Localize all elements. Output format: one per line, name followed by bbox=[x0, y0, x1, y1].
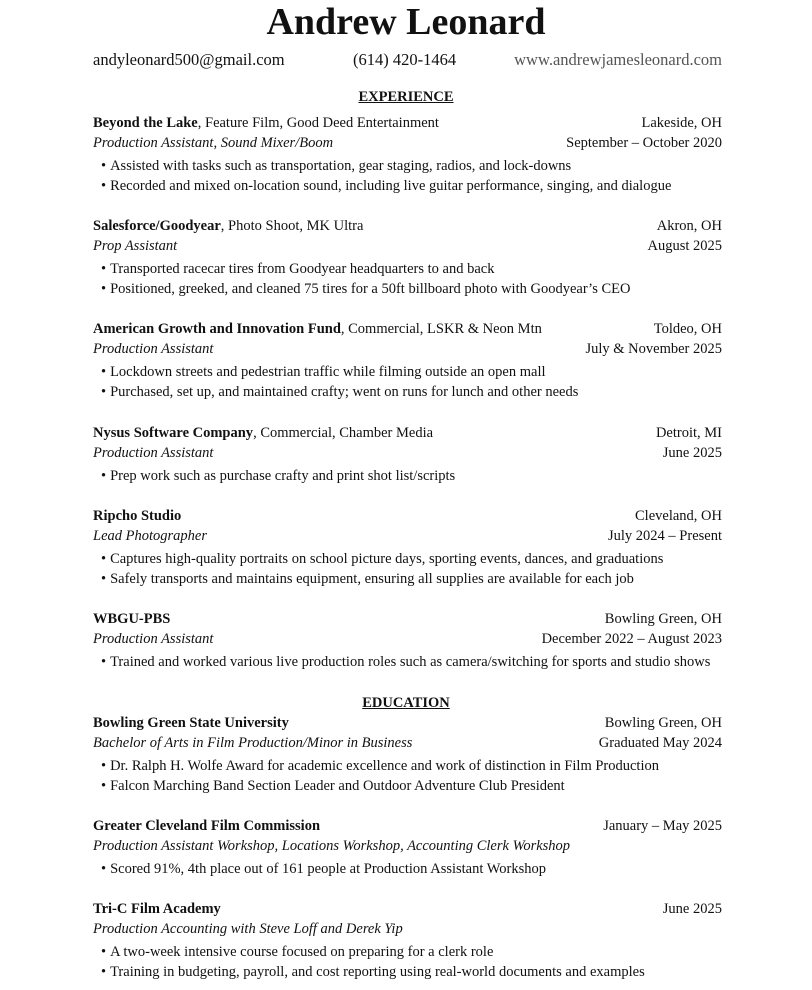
entry-dates: July & November 2025 bbox=[585, 341, 722, 357]
entry-bullets bbox=[93, 363, 722, 402]
entry-detail: , Commercial, Chamber Media bbox=[253, 425, 434, 441]
entry-bullets bbox=[93, 157, 722, 196]
entry-location: Toldeo, OH bbox=[653, 321, 722, 337]
entry-detail: , Feature Film, Good Deed Entertainment bbox=[197, 115, 439, 131]
experience-heading: EXPERIENCE bbox=[358, 89, 454, 105]
entry-org: WBGU-PBS bbox=[93, 611, 171, 627]
email-link[interactable]: andyleonard500@gmail.com bbox=[93, 50, 285, 69]
phone-number: (614) 420-1464 bbox=[353, 50, 457, 69]
entry-dates: August 2025 bbox=[647, 238, 722, 254]
entry-role: Production Assistant Workshop, Locations Workshop, Accounting Clerk Workshop bbox=[93, 838, 571, 854]
entry-bullets bbox=[93, 653, 722, 673]
education-entry bbox=[93, 713, 722, 796]
entry-role: Production Assistant bbox=[93, 341, 214, 357]
entry-bullets bbox=[93, 467, 722, 487]
entry-org: Ripcho Studio bbox=[93, 508, 182, 524]
entry-role: Lead Photographer bbox=[93, 528, 207, 544]
entry-bullets bbox=[93, 860, 722, 880]
entry-role: Production Assistant bbox=[93, 631, 214, 647]
entry-org: Salesforce/Goodyear bbox=[93, 218, 221, 234]
entry-location: Detroit, MI bbox=[655, 425, 722, 441]
entry-location: Akron, OH bbox=[656, 218, 722, 234]
entry-dates: January – May 2025 bbox=[603, 818, 722, 834]
entry-bullets bbox=[93, 260, 722, 299]
entry-org: Beyond the Lake bbox=[93, 115, 198, 131]
entry-dates: September – October 2020 bbox=[566, 135, 722, 151]
entry-role: Production Accounting with Steve Loff and Derek Yip bbox=[93, 921, 403, 937]
bullet-item: • A two-week intensive course focused on preparing for a clerk role bbox=[101, 943, 722, 963]
bullet-item: • Falcon Marching Band Section Leader and Outdoor Adventure Club President bbox=[101, 777, 722, 797]
experience-entry bbox=[93, 506, 722, 589]
bullet-item: • Positioned, greeked, and cleaned 75 tires for a 50ft billboard photo with Goodyear’s CEO bbox=[101, 280, 722, 300]
experience-entry bbox=[93, 113, 722, 196]
entry-role: Prop Assistant bbox=[93, 238, 178, 254]
entry-bullets bbox=[93, 757, 722, 796]
bullet-item: • Dr. Ralph H. Wolfe Award for academic excellence and work of distinction in Film Production bbox=[101, 757, 722, 777]
entry-org: Greater Cleveland Film Commission bbox=[93, 818, 321, 834]
bullet-item: • Lockdown streets and pedestrian traffic while filming outside an open mall bbox=[101, 363, 722, 383]
contact-line bbox=[93, 49, 722, 71]
entry-bullets bbox=[93, 550, 722, 589]
education-entry bbox=[93, 816, 722, 880]
entry-org: Bowling Green State University bbox=[93, 715, 289, 731]
bullet-item: • Training in budgeting, payroll, and cost reporting using real-world documents and examples bbox=[101, 963, 722, 983]
experience-entry bbox=[93, 216, 722, 299]
bullet-item: • Purchased, set up, and maintained crafty; went on runs for lunch and other needs bbox=[101, 383, 722, 403]
entry-location: Lakeside, OH bbox=[641, 115, 722, 131]
bullet-item: • Prep work such as purchase crafty and print shot list/scripts bbox=[101, 467, 722, 487]
entry-org: Tri-C Film Academy bbox=[93, 901, 221, 917]
entry-role: Production Assistant, Sound Mixer/Boom bbox=[93, 135, 334, 151]
entry-org: Nysus Software Company bbox=[93, 425, 254, 441]
education-heading: EDUCATION bbox=[362, 695, 450, 711]
bullet-item: • Recorded and mixed on-location sound, including live guitar performance, singing, and dialogue bbox=[101, 177, 722, 197]
education-entry bbox=[93, 899, 722, 982]
entry-org: American Growth and Innovation Fund bbox=[93, 321, 341, 337]
entry-dates: Graduated May 2024 bbox=[598, 735, 722, 751]
entry-bullets bbox=[93, 943, 722, 982]
entry-detail: , Photo Shoot, MK Ultra bbox=[220, 218, 364, 234]
candidate-name: Andrew Leonard bbox=[266, 1, 546, 43]
bullet-item: • Captures high-quality portraits on school picture days, sporting events, dances, and graduations bbox=[101, 550, 722, 570]
entry-dates: June 2025 bbox=[662, 901, 722, 917]
bullet-item: • Trained and worked various live production roles such as camera/switching for sports and studio shows bbox=[101, 653, 722, 673]
experience-entry bbox=[93, 609, 722, 673]
entry-dates: December 2022 – August 2023 bbox=[541, 631, 722, 647]
bullet-item: • Safely transports and maintains equipment, ensuring all supplies are available for each job bbox=[101, 570, 722, 590]
experience-entry bbox=[93, 319, 722, 402]
website-link[interactable]: www.andrewjamesleonard.com bbox=[514, 50, 722, 69]
bullet-item: • Scored 91%, 4th place out of 161 people at Production Assistant Workshop bbox=[101, 860, 722, 880]
entry-detail: , Commercial, LSKR & Neon Mtn bbox=[340, 321, 542, 337]
entry-location: Bowling Green, OH bbox=[604, 611, 722, 627]
entry-dates: July 2024 – Present bbox=[608, 528, 722, 544]
entry-location: Cleveland, OH bbox=[635, 508, 722, 524]
bullet-item: • Transported racecar tires from Goodyear headquarters to and back bbox=[101, 260, 722, 280]
experience-entry bbox=[93, 423, 722, 487]
entry-location: Bowling Green, OH bbox=[604, 715, 722, 731]
bullet-item: • Assisted with tasks such as transportation, gear staging, radios, and lock-downs bbox=[101, 157, 722, 177]
entry-dates: June 2025 bbox=[662, 445, 722, 461]
entry-role: Bachelor of Arts in Film Production/Minor in Business bbox=[93, 735, 413, 751]
entry-role: Production Assistant bbox=[93, 445, 214, 461]
